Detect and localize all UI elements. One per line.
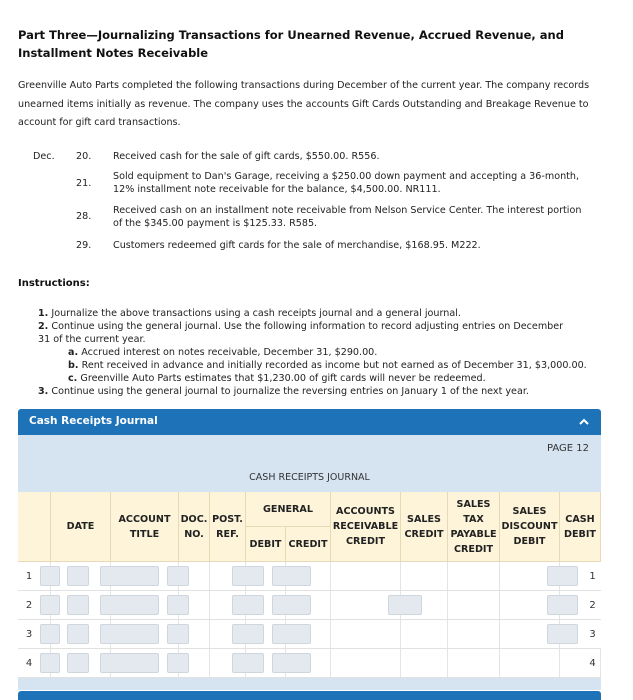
- row-number: 4: [25, 657, 33, 669]
- transaction-day: 21.: [76, 178, 92, 189]
- instruction-item: 3. Continue using the general journal to journalize the reversing entries on January 1 of the next year.: [38, 386, 529, 397]
- page-title: Part Three—Journalizing Transactions for Unearned Revenue, Accrued Revenue, and Installment Notes Receivable: [18, 28, 564, 60]
- general-header: GENERAL: [246, 492, 331, 527]
- row-number: 2: [25, 599, 33, 611]
- intro-paragraph: Greenville Auto Parts completed the following transactions during December of the current year. The company records unearned items initially as revenue. The company uses the accounts Gift Cards Outstanding and Breakage Revenue to account for gift card transactions.: [18, 80, 590, 128]
- instructions-heading: Instructions:: [18, 278, 90, 289]
- journal-grid: [18, 492, 601, 690]
- instruction-subitem: a. Accrued interest on notes receivable, December 31, $290.00.: [68, 347, 378, 358]
- transaction-text: Customers redeemed gift cards for the sale of merchandise, $168.95. M222.: [113, 240, 481, 251]
- row-number: 3: [589, 628, 596, 640]
- journal-row: [18, 620, 601, 649]
- instruction-item: 2. Continue using the general journal. Use the following information to record adjusting entries on December 31 of the current year.: [38, 321, 564, 345]
- doc-no-header: DOC. NO.: [179, 492, 210, 562]
- account-title-header: ACCOUNT TITLE: [111, 492, 179, 562]
- cash-debit-input[interactable]: [547, 566, 578, 586]
- transaction-text: Sold equipment to Dan's Garage, receiving a $250.00 down payment and accepting a 36-month, 12% installment note receivable for the balance, $4,500.00. NR111.: [113, 171, 580, 195]
- chevron-up-icon[interactable]: [577, 415, 591, 429]
- journal-row: [18, 562, 601, 591]
- row-number: 3: [25, 628, 33, 640]
- instruction-subitem: c. Greenville Auto Parts estimates that $1,230.00 of gift cards will never be redeemed.: [68, 373, 486, 384]
- journal-row: [18, 591, 601, 620]
- instruction-item: 1. Journalize the above transactions using a cash receipts journal and a general journal.: [38, 308, 461, 319]
- cash-debit-input[interactable]: [547, 595, 578, 615]
- cash-receipts-panel: [18, 435, 601, 690]
- date-header: DATE: [51, 492, 111, 562]
- sales-credit-header: SALES CREDIT: [401, 492, 448, 562]
- row-number: 4: [589, 657, 596, 669]
- page-label: PAGE 12: [546, 443, 589, 454]
- transaction-text: Received cash for the sale of gift cards, $550.00. R556.: [113, 151, 380, 162]
- journal-title: CASH RECEIPTS JOURNAL: [249, 472, 370, 483]
- cash-receipts-panel-header[interactable]: [18, 409, 601, 435]
- general-credit-header: CREDIT: [286, 527, 331, 562]
- general-debit-header: DEBIT: [246, 527, 286, 562]
- transaction-day: 29.: [76, 240, 92, 251]
- cash-debit-header: CASH DEBIT: [560, 492, 601, 562]
- transaction-month: Dec.: [33, 151, 55, 162]
- row-number: 1: [589, 570, 596, 582]
- post-ref-header: POST. REF.: [210, 492, 246, 562]
- sales-tax-header: SALES TAX PAYABLE CREDIT: [448, 492, 500, 562]
- transaction-day: 20.: [76, 151, 92, 162]
- sales-discount-header: SALES DISCOUNT DEBIT: [500, 492, 560, 562]
- rownum-header: [18, 492, 51, 562]
- cash-debit-input[interactable]: [547, 624, 578, 644]
- row-number: 1: [25, 570, 33, 582]
- transaction-text: Received cash on an installment note receivable from Nelson Service Center. The interest portion of the $345.00 payment is $125.33. R585.: [113, 205, 582, 229]
- ar-credit-header: ACCOUNTS RECEIVABLE CREDIT: [331, 492, 401, 562]
- row-number: 2: [589, 599, 596, 611]
- instruction-subitem: b. Rent received in advance and initially recorded as income but not earned as of December 31, $3,000.00.: [68, 360, 587, 371]
- journal-row: [18, 649, 601, 678]
- transaction-day: 28.: [76, 211, 92, 222]
- next-panel-header[interactable]: [18, 691, 601, 700]
- panel-title: Cash Receipts Journal: [29, 415, 158, 427]
